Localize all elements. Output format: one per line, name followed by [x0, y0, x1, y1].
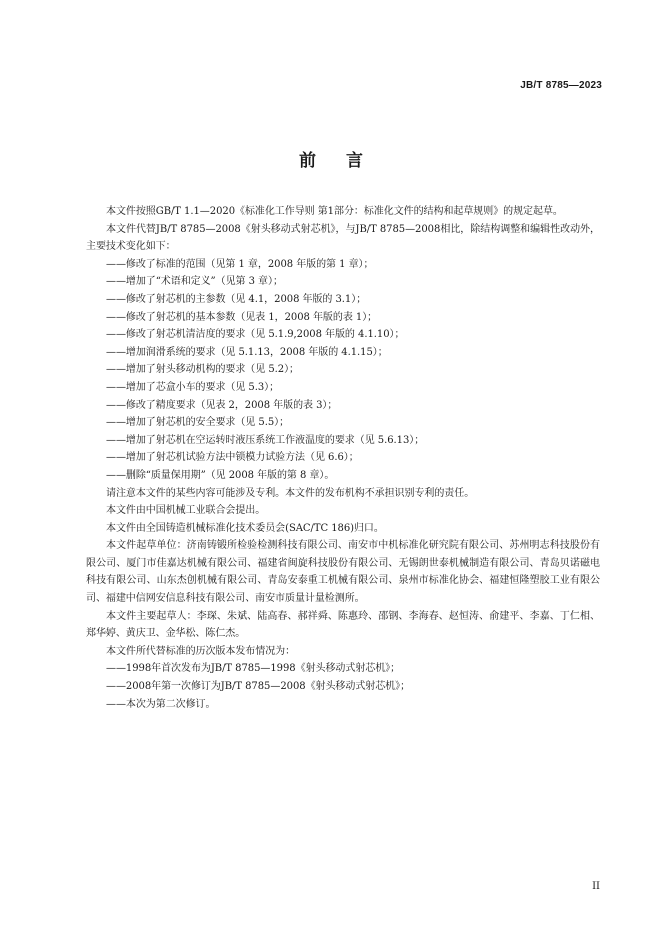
page-number: II [592, 881, 600, 892]
change-item: ——增加了射头移动机构的要求（见 5.2）； [106, 364, 299, 376]
proposer-statement: 本文件由中国机械工业联合会提出。 [106, 505, 266, 517]
committee-statement: 本文件由全国铸造机械标准化技术委员会(SAC/TC 186)归口。 [106, 522, 384, 534]
change-item: ——增加了“术语和定义”（见第 3 章）； [106, 276, 283, 288]
paragraph-drafting-rules: 本文件按照GB/T 1.1—2020《标准化工作导则 第1部分：标准化文件的结构和起草规则》的规定起草。 [106, 206, 563, 217]
preface-body [86, 203, 600, 713]
change-item: ——修改了精度要求（见表 2，2008 年版的表 3）； [106, 399, 338, 411]
change-item: ——增加了射芯机在空运转时液压系统工作液温度的要求（见 5.6.13）； [106, 434, 425, 446]
history-item: ——本次为第二次修订。 [106, 698, 216, 710]
change-item: ——修改了标准的范围（见第 1 章，2008 年版的第 1 章）； [106, 258, 374, 270]
change-item: ——增加了芯盒小车的要求（见 5.3）； [106, 381, 280, 393]
page-title: 前言 [299, 151, 393, 171]
patent-notice: 请注意本文件的某些内容可能涉及专利。本文件的发布机构不承担识别专利的责任。 [106, 487, 475, 499]
change-item: ——修改了射芯机的基本参数（见表 1，2008 年版的表 1）； [106, 311, 378, 323]
standard-number: JB/T 8785—2023 [520, 80, 602, 91]
change-item: ——增加了射芯机试验方法中锁模力试验方法（见 6.6）； [106, 452, 359, 464]
change-item: ——删除“质量保用期”（见 2008 年版的第 8 章）。 [106, 469, 335, 481]
change-item: ——增加了射芯机的安全要求（见 5.5）； [106, 417, 290, 429]
history-item: ——1998年首次发布为JB/T 8785—1998《射头移动式射芯机》； [106, 663, 401, 675]
history-intro: 本文件所代替标准的历次版本发布情况为： [106, 645, 296, 657]
change-item: ——修改了射芯机清洁度的要求（见 5.1.9,2008 年版的 4.1.10）； [106, 329, 405, 341]
change-item: ——增加润滑系统的要求（见 5.1.13，2008 年版的 4.1.15）； [106, 346, 388, 358]
change-item: ——修改了射芯机的主参数（见 4.1，2008 年版的 3.1）； [106, 293, 367, 305]
paragraph-replacement: 本文件代替JB/T 8785—2008《射头移动式射芯机》，与JB/T 8785—2008相比，除结构调整和编辑性改动外，主要技术变化如下： [86, 223, 600, 253]
history-item: ——2008年第一次修订为JB/T 8785—2008《射头移动式射芯机》； [106, 681, 411, 693]
drafting-organizations: 本文件起草单位：济南铸锻所检验检测科技有限公司、南安市中机标准化研究院有限公司、苏州明志科技股份有限公司、厦门市佳嘉达机械有限公司、福建省闽旋科技股份有限公司、无锡朗世泰机械制造有限公司、青岛贝诺磁电科技有限公司、山东杰创机械有限公司、青岛安泰重工机械有限公司、泉州市标准化协会、福建恒隆塑胶工业有限公司、福建中信网安信息科技有限公司、南安市质量计量检测所。 [86, 540, 600, 605]
drafters: 本文件主要起草人：李琛、朱斌、陆高春、郝祥舜、陈惠玲、邵钢、李海春、赵恒涛、俞建平、李嘉、丁仁相、郑华婷、黄庆卫、金华松、陈仁杰。 [86, 610, 600, 640]
